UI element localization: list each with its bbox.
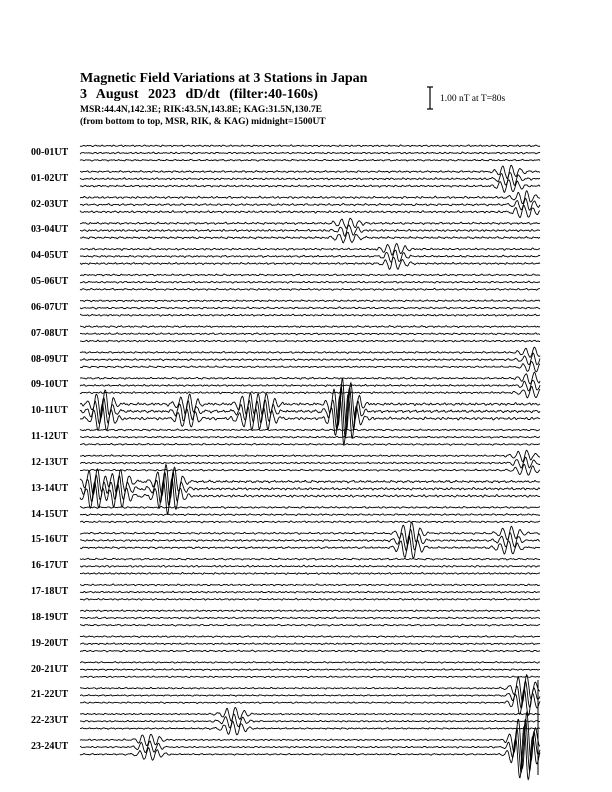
trace-msr-07-08ut <box>80 340 540 342</box>
trace-rik-23-24ut <box>80 719 540 772</box>
trace-kag-22-23ut <box>80 708 540 722</box>
hour-label-06-07ut: 06-07UT <box>31 301 69 313</box>
hour-label-11-12ut: 11-12UT <box>31 431 68 443</box>
trace-msr-16-17ut <box>80 573 540 575</box>
hour-label-10-11ut: 10-11UT <box>31 405 68 417</box>
trace-msr-08-09ut <box>80 362 540 372</box>
trace-rik-19-20ut <box>80 643 540 645</box>
scale-bar-label: 1.00 nT at T=80s <box>440 94 506 104</box>
trace-rik-14-15ut <box>80 514 540 516</box>
hour-label-04-05ut: 04-05UT <box>31 250 69 262</box>
trace-rik-21-22ut <box>80 681 540 708</box>
trace-msr-20-21ut <box>80 676 540 678</box>
hour-label-16-17ut: 16-17UT <box>31 560 69 572</box>
station-order-note: (from bottom to top, MSR, RIK, & KAG) midnight=1500UT <box>80 117 326 127</box>
trace-rik-02-03ut <box>80 198 540 210</box>
hour-label-15-16ut: 15-16UT <box>31 534 69 546</box>
trace-rik-13-14ut <box>80 472 540 506</box>
trace-rik-00-01ut <box>80 152 540 154</box>
trace-rik-20-21ut <box>80 669 540 671</box>
trace-kag-02-03ut <box>80 191 540 204</box>
hour-label-07-08ut: 07-08UT <box>31 327 69 339</box>
trace-msr-12-13ut <box>80 464 540 475</box>
trace-msr-21-22ut <box>80 689 540 715</box>
trace-kag-08-09ut <box>80 347 540 357</box>
trace-msr-23-24ut <box>80 726 540 779</box>
trace-msr-00-01ut <box>80 159 540 161</box>
hour-label-12-13ut: 12-13UT <box>31 456 69 468</box>
trace-kag-17-18ut <box>80 584 540 586</box>
hour-label-05-06ut: 05-06UT <box>31 276 69 288</box>
trace-kag-11-12ut <box>80 429 540 431</box>
trace-rik-16-17ut <box>80 565 540 567</box>
trace-kag-20-21ut <box>80 662 540 664</box>
hour-label-17-18ut: 17-18UT <box>31 586 69 598</box>
trace-kag-05-06ut <box>80 274 540 276</box>
trace-msr-03-04ut <box>80 232 540 243</box>
trace-msr-05-06ut <box>80 288 540 290</box>
trace-rik-09-10ut <box>80 380 540 390</box>
hour-label-03-04ut: 03-04UT <box>31 224 69 236</box>
hour-label-01-02ut: 01-02UT <box>31 172 69 184</box>
trace-msr-19-20ut <box>80 650 540 652</box>
trace-rik-06-07ut <box>80 307 540 309</box>
trace-rik-01-02ut <box>80 173 540 186</box>
trace-msr-09-10ut <box>80 386 540 398</box>
trace-kag-18-19ut <box>80 610 540 612</box>
trace-kag-04-05ut <box>80 244 540 255</box>
trace-rik-17-18ut <box>80 591 540 593</box>
trace-kag-14-15ut <box>80 506 540 508</box>
trace-kag-01-02ut <box>80 165 540 178</box>
trace-msr-01-02ut <box>80 180 540 193</box>
hour-label-08-09ut: 08-09UT <box>31 353 69 365</box>
trace-kag-06-07ut <box>80 300 540 302</box>
trace-kag-09-10ut <box>80 372 540 384</box>
trace-msr-22-23ut <box>80 721 540 735</box>
trace-msr-02-03ut <box>80 206 540 218</box>
trace-group <box>80 145 540 780</box>
trace-msr-13-14ut <box>80 478 540 514</box>
trace-kag-03-04ut <box>80 218 540 228</box>
hour-label-09-10ut: 09-10UT <box>31 379 69 391</box>
trace-kag-19-20ut <box>80 636 540 638</box>
chart-title: Magnetic Field Variations at 3 Stations in Japan <box>80 71 368 86</box>
trace-rik-07-08ut <box>80 333 540 335</box>
trace-rik-12-13ut <box>80 457 540 468</box>
hour-label-20-21ut: 20-21UT <box>31 663 69 675</box>
hour-label-22-23ut: 22-23UT <box>31 715 69 727</box>
trace-kag-16-17ut <box>80 558 540 560</box>
hour-label-13-14ut: 13-14UT <box>31 482 69 494</box>
trace-kag-07-08ut <box>80 326 540 328</box>
trace-kag-12-13ut <box>80 450 540 462</box>
trace-rik-11-12ut <box>80 436 540 438</box>
trace-msr-17-18ut <box>80 598 540 600</box>
trace-rik-05-06ut <box>80 281 540 283</box>
trace-kag-21-22ut <box>80 675 540 703</box>
hour-label-02-03ut: 02-03UT <box>31 198 69 210</box>
trace-msr-18-19ut <box>80 624 540 626</box>
trace-rik-08-09ut <box>80 353 540 364</box>
station-coordinates: MSR:44.4N,142.3E; RIK:43.5N,143.8E; KAG:31.5N,130.7E <box>80 105 322 115</box>
hour-label-21-22ut: 21-22UT <box>31 689 69 701</box>
trace-rik-03-04ut <box>80 225 540 236</box>
trace-rik-22-23ut <box>80 714 540 728</box>
trace-kag-00-01ut <box>80 145 540 147</box>
date-and-filter-line: 3 August 2023 dD/dt (filter:40-160s) <box>80 87 318 102</box>
trace-msr-15-16ut <box>80 536 540 558</box>
hour-label-14-15ut: 14-15UT <box>31 508 69 520</box>
trace-msr-06-07ut <box>80 314 540 316</box>
hour-label-23-24ut: 23-24UT <box>31 741 69 753</box>
trace-rik-04-05ut <box>80 250 540 262</box>
trace-rik-18-19ut <box>80 617 540 619</box>
trace-msr-11-12ut <box>80 443 540 445</box>
trace-msr-14-15ut <box>80 521 540 523</box>
trace-msr-04-05ut <box>80 258 540 270</box>
hour-label-18-19ut: 18-19UT <box>31 611 69 623</box>
hour-label-19-20ut: 19-20UT <box>31 637 69 649</box>
hour-label-00-01ut: 00-01UT <box>31 147 69 158</box>
